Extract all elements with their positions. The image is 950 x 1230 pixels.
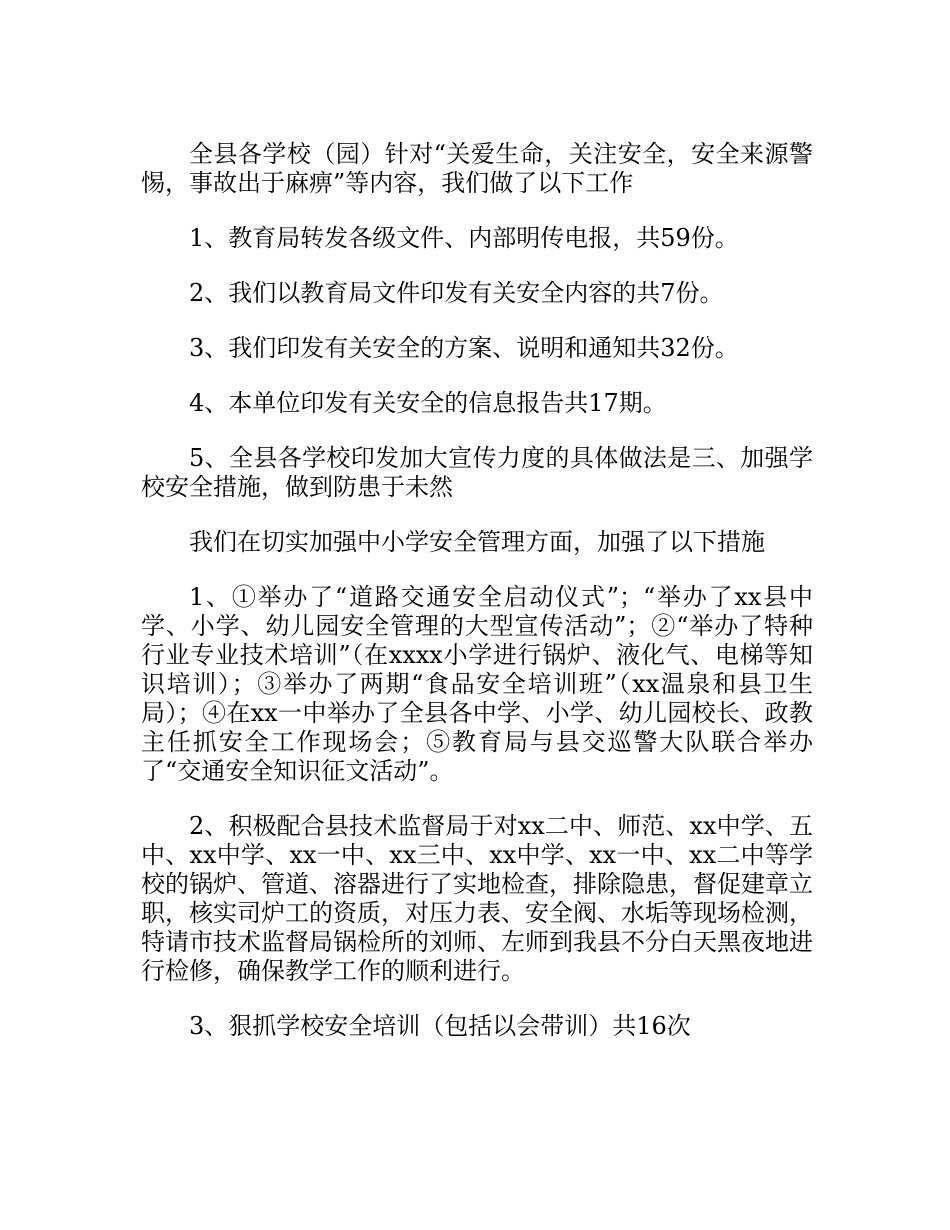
paragraph-item-3: 3、我们印发有关安全的方案、说明和通知共32份。 xyxy=(189,334,739,362)
paragraph-measures-intro: 我们在切实加强中小学安全管理方面，加强了以下措施 xyxy=(189,528,765,556)
paragraph-intro: 全县各学校（园）针对“关爱生命，关注安全，安全来源警惕，事故出于麻痹”等内容，我们做了以下工作 xyxy=(141,140,813,197)
paragraph-item-2: 2、我们以教育局文件印发有关安全内容的共7份。 xyxy=(189,279,724,307)
paragraph-item-1: 1、教育局转发各级文件、内部明传电报，共59份。 xyxy=(189,224,739,252)
document-body xyxy=(141,140,813,1067)
paragraph-measure-3: 3、狠抓学校安全培训（包括以会带训）共16次 xyxy=(189,1012,691,1040)
paragraph-item-4: 4、本单位印发有关安全的信息报告共17期。 xyxy=(189,389,667,417)
paragraph-item-5: 5、全县各学校印发加大宣传力度的具体做法是三、加强学校安全措施，做到防患于未然 xyxy=(141,444,813,501)
paragraph-measure-1: 1、①举办了“道路交通安全启动仪式”；“举办了xx县中学、小学、幼儿园安全管理的大型宣传活动”；②“举办了特种行业专业技术培训”（在xxxx小学进行锅炉、液化气、电梯等知识培训）；③举办了两期“食品安全培训班”（xx温泉和县卫生局）；④在xx一中举办了全县各中学、小学、幼儿园校长、政教主任抓安全工作现场会；⑤教育局与县交巡警大队联合举办了“交通安全知识征文活动”。 xyxy=(141,583,813,785)
paragraph-measure-2: 2、积极配合县技术监督局于对xx二中、师范、xx中学、五中、xx中学、xx一中、xx三中、xx中学、xx一中、xx二中等学校的锅炉、管道、溶器进行了实地检查，排除隐患，督促建章立职，核实司炉工的资质，对压力表、安全阀、水垢等现场检测，特请市技术监督局锅检所的刘师、左师到我县不分白天黑夜地进行检修，确保教学工作的顺利进行。 xyxy=(141,812,813,985)
